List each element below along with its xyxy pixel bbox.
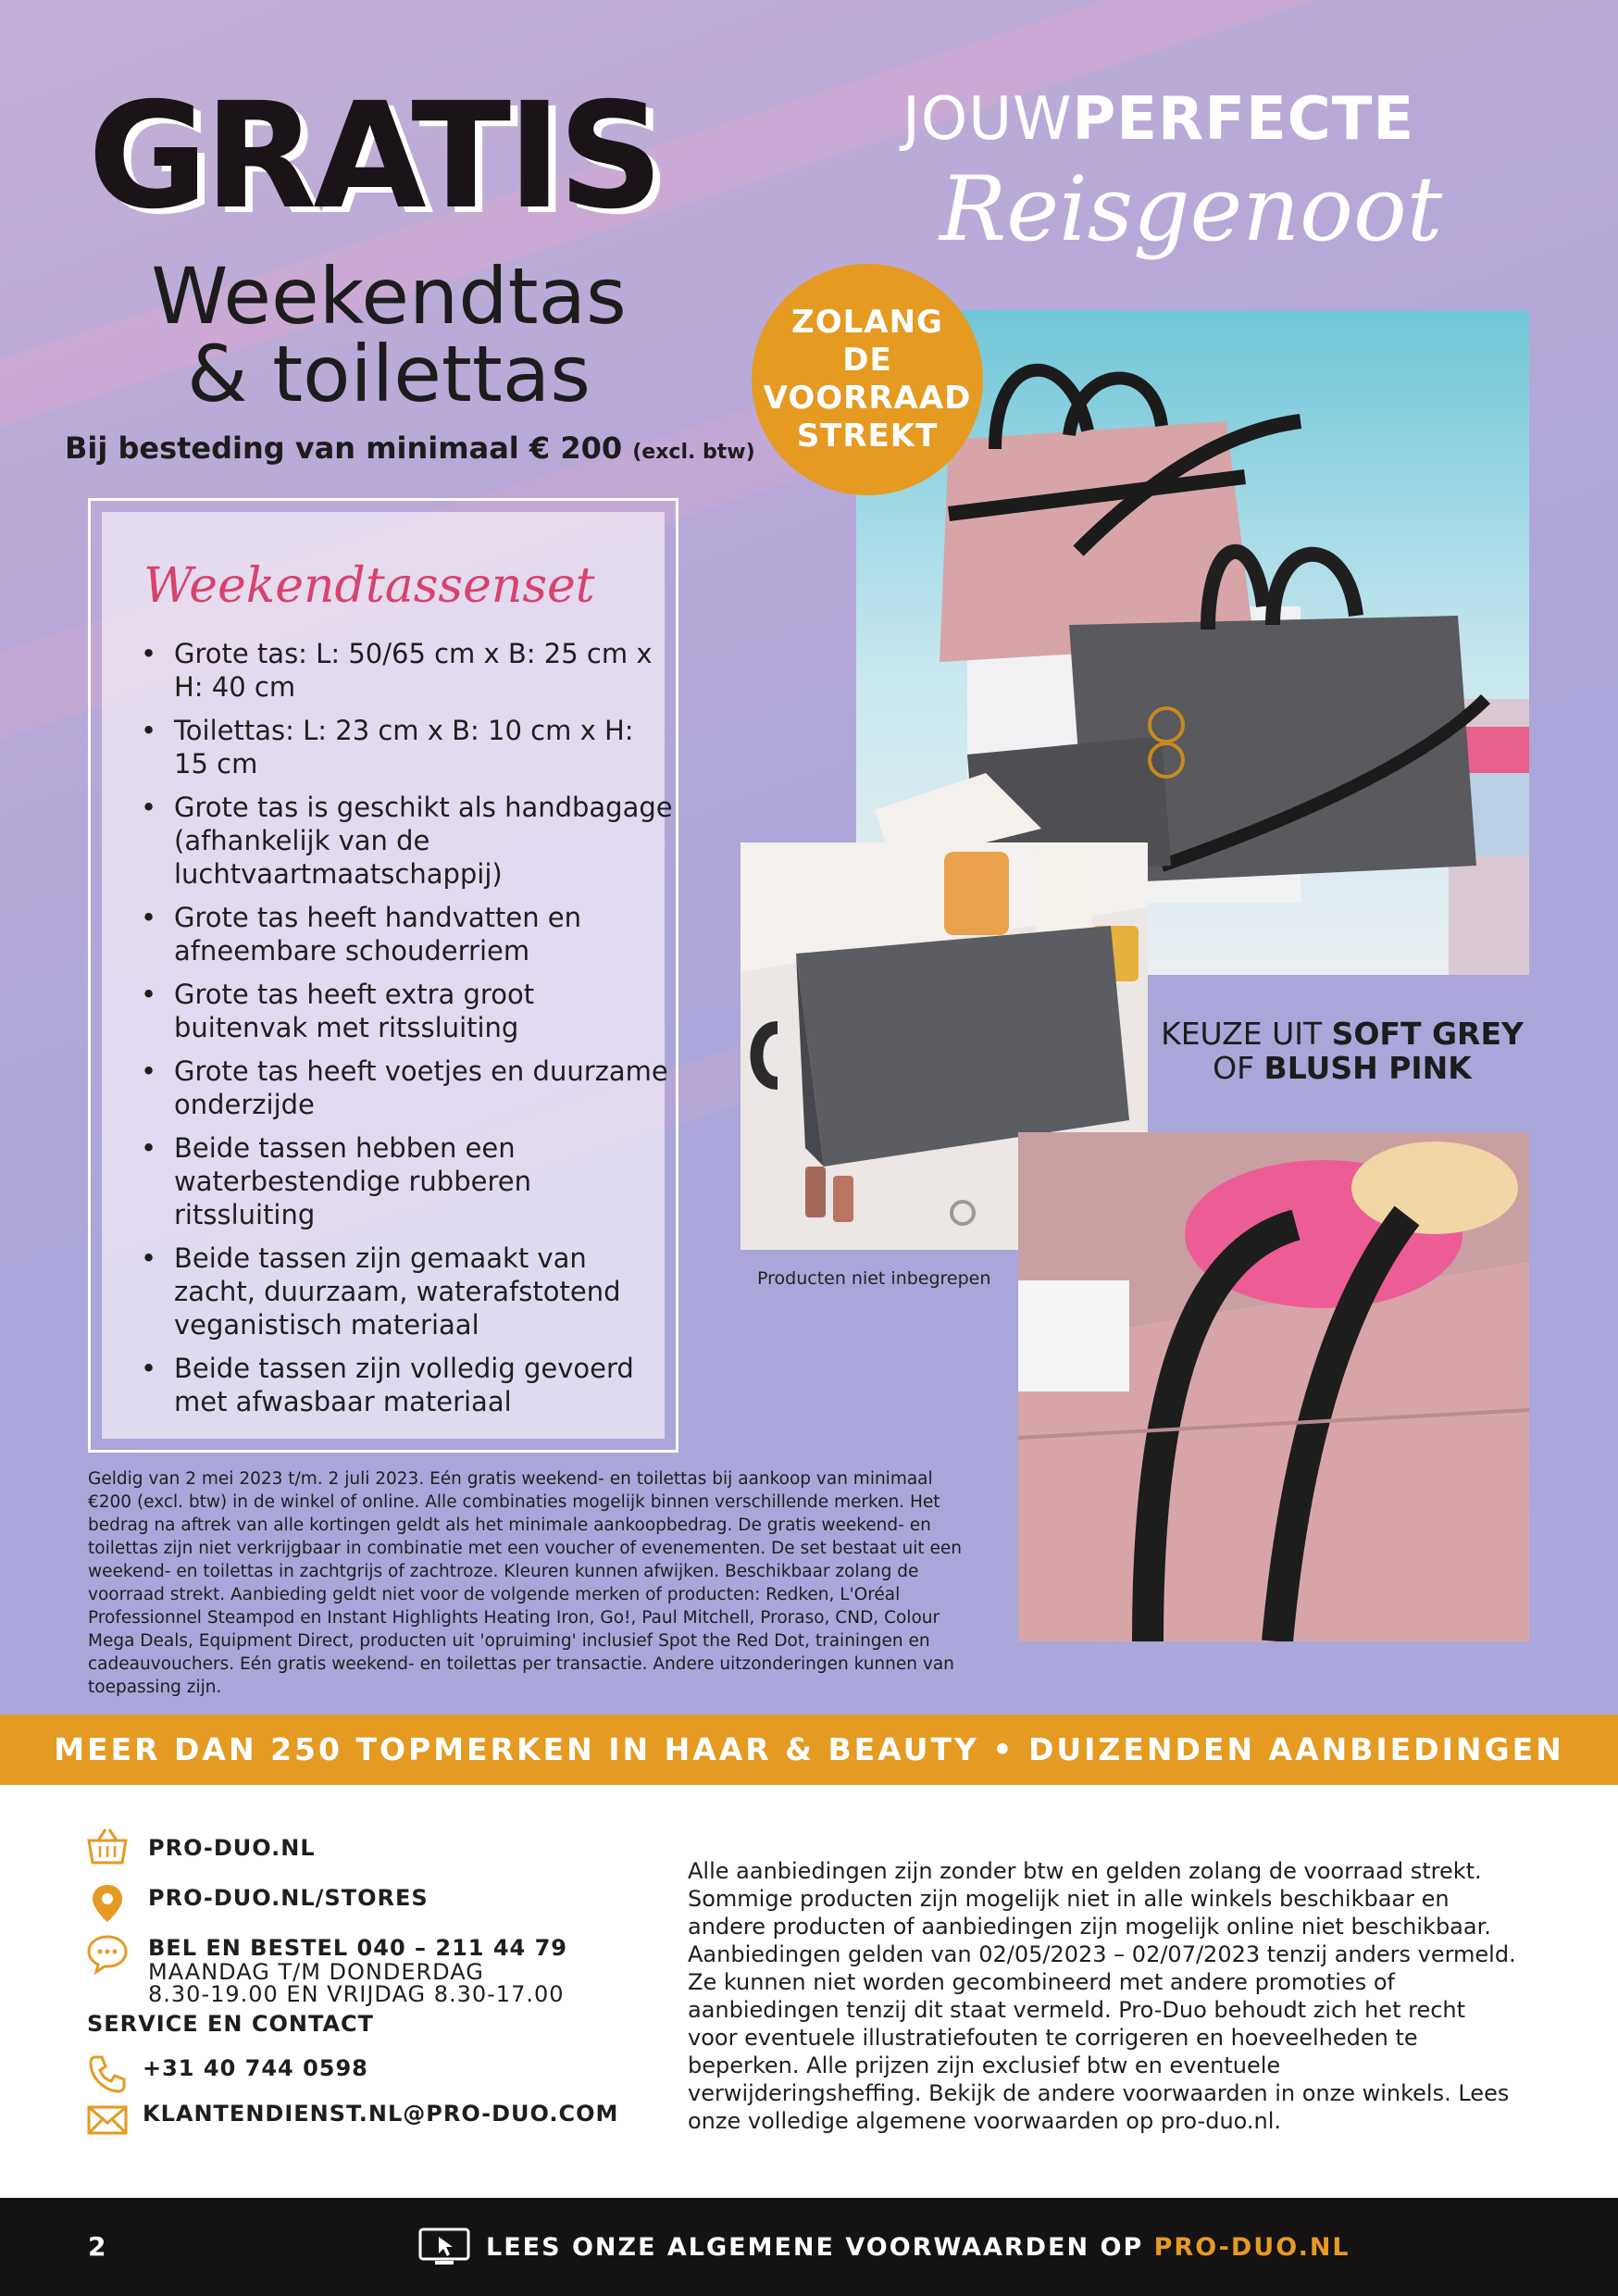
terms-text: Alle aanbiedingen zijn zonder btw en gelden zolang de voorraad strekt. Sommige producten zijn mogelijk niet in alle winkels beschikbaar en andere producten of aanbiedingen zijn mogelijk online niet beschikbaar. Aanbiedingen gelden van 02/05/2023 – 02/07/2023 tenzij anders vermeld. Ze kunnen niet worden gecombineerd met andere promoties of aanbiedingen tenzij dit staat vermeld. Pro-Duo behoudt zich het recht voor eventuele illustratiefouten te corrigeren en hoeveelheden te beperken. Alle prijzen zijn exclusief btw en eventuele verwijderingsheffing. Bekijk de andere voorwaarden in onze winkels. Lees onze volledige algemene voorwaarden op pro-duo.nl. — [688, 1858, 1516, 2134]
pink-bag-illustration — [1018, 1132, 1529, 1641]
condition-small: (excl. btw) — [632, 441, 755, 464]
website-link[interactable]: PRO-DUO.NL — [148, 1835, 316, 1861]
feature-item: • Grote tas heeft extra groot buitenvak met ritssluiting — [174, 978, 674, 1044]
color-choice-grey: SOFT GREY — [1331, 1016, 1524, 1052]
read-terms — [486, 2233, 1350, 2262]
read-terms-text: LEES ONZE ALGEMENE VOORWAARDEN OP — [486, 2233, 1144, 2262]
condition-main: Bij besteding van minimaal € 200 — [65, 430, 623, 466]
set-title: Weekendtassenset — [143, 558, 595, 614]
hours-line2: 8.30-19.00 EN VRIJDAG 8.30-17.00 — [148, 1981, 565, 2007]
pink-bag-photo — [1018, 1132, 1529, 1641]
bottom-bar — [0, 2198, 1618, 2296]
stores-link[interactable]: PRO-DUO.NL/STORES — [148, 1885, 429, 1911]
feature-box-inner — [102, 512, 673, 1439]
feature-list — [139, 637, 674, 1429]
subhead-line2: & toilettas — [187, 329, 591, 419]
badge-line: STREKT — [796, 417, 939, 455]
chat-icon — [85, 1931, 130, 1976]
feature-item: • Beide tassen hebben een waterbestendige rubberen ritssluiting — [174, 1131, 674, 1231]
tagline — [902, 85, 1414, 154]
service-email[interactable]: KLANTENDIENST.NL@PRO-DUO.COM — [143, 2101, 619, 2127]
feature-item: • Grote tas heeft voetjes en duurzame onderzijde — [174, 1054, 674, 1121]
tagline-bold: PERFECTE — [1072, 85, 1415, 154]
condition — [65, 430, 755, 466]
feature-item: • Grote tas is geschikt als handbagage (afhankelijk van de luchtvaartmaatschappij) — [174, 791, 674, 891]
feature-box — [88, 498, 678, 1453]
location-pin-icon — [85, 1881, 130, 1926]
hours-line1: MAANDAG T/M DONDERDAG — [148, 1959, 484, 1985]
headline: GRATIS — [88, 71, 660, 242]
feature-item: • Toilettas: L: 23 cm x B: 10 cm x H: 15 cm — [174, 714, 674, 780]
color-choice-pre: KEUZE UIT — [1161, 1016, 1332, 1052]
color-choice-mid: OF — [1213, 1050, 1264, 1086]
feature-item: • Beide tassen zijn volledig gevoerd met afwasbaar materiaal — [174, 1352, 674, 1418]
basket-icon — [85, 1824, 130, 1868]
order-phone — [148, 1935, 567, 2005]
order-phone-text[interactable]: BEL EN BESTEL 040 – 211 44 79 — [148, 1935, 567, 1961]
terms-link[interactable]: PRO-DUO.NL — [1153, 2233, 1350, 2262]
badge-line: DE — [842, 342, 892, 380]
products-note: Producten niet inbegrepen — [757, 1268, 991, 1289]
color-choice — [1148, 1017, 1537, 1085]
color-choice-pink: BLUSH PINK — [1263, 1050, 1472, 1086]
feature-item: • Grote tas: L: 50/65 cm x B: 25 cm x H: 40 cm — [174, 637, 674, 704]
mail-icon — [85, 2098, 130, 2142]
service-phone[interactable]: +31 40 744 0598 — [143, 2055, 368, 2081]
promo-banner: MEER DAN 250 TOPMERKEN IN HAAR & BEAUTY • DUIZENDEN AANBIEDINGEN — [0, 1715, 1618, 1785]
tagline-script: Reisgenoot — [940, 157, 1443, 261]
feature-item: • Grote tas heeft handvatten en afneembare schouderriem — [174, 901, 674, 967]
badge-line: ZOLANG — [791, 304, 943, 342]
badge-line: VOORRAAD — [763, 380, 972, 417]
page-number: 2 — [88, 2231, 106, 2262]
legal-text: Geldig van 2 mei 2023 t/m. 2 juli 2023. Eén gratis weekend- en toilettas bij aankoop van minimaal €200 (excl. btw) in de winkel of online. Alle combinaties mogelijk binnen verschillende merken. Het bedrag na aftrek van alle kortingen geldt als het minimale aankoopbedrag. De gratis weekend- en toilettas zijn niet verkrijgbaar in combinatie met een voucher of evenementen. De set bestaat uit een weekend- en toilettas in zachtgrijs of zachtroze. Kleuren kunnen afwijken. Beschikbaar zolang de voorraad strekt. Aanbieding geldt niet voor de volgende merken of producten: Redken, L'Oréal Professionnel Steampod en Instant Highlights Heating Iron, Go!, Paul Mitchell, Proraso, CND, Colour Mega Deals, Equipment Direct, producten uit 'opruiming' inclusief Spot the Red Dot, trainingen en cadeauvouchers. Eén gratis weekend- en toilettas per transactie. Andere uitzonderingen kunnen van toepassing zijn. — [88, 1469, 963, 1697]
tagline-light: JOUW — [902, 85, 1073, 154]
subhead-line1: Weekendtas — [151, 251, 627, 342]
phone-icon — [85, 2052, 130, 2096]
cursor-screen-icon — [418, 2227, 470, 2266]
stock-badge — [752, 264, 983, 495]
feature-item: • Beide tassen zijn gemaakt van zacht, duurzaam, waterafstotend veganistisch materiaal — [174, 1242, 674, 1341]
service-heading: SERVICE EN CONTACT — [87, 2011, 375, 2037]
